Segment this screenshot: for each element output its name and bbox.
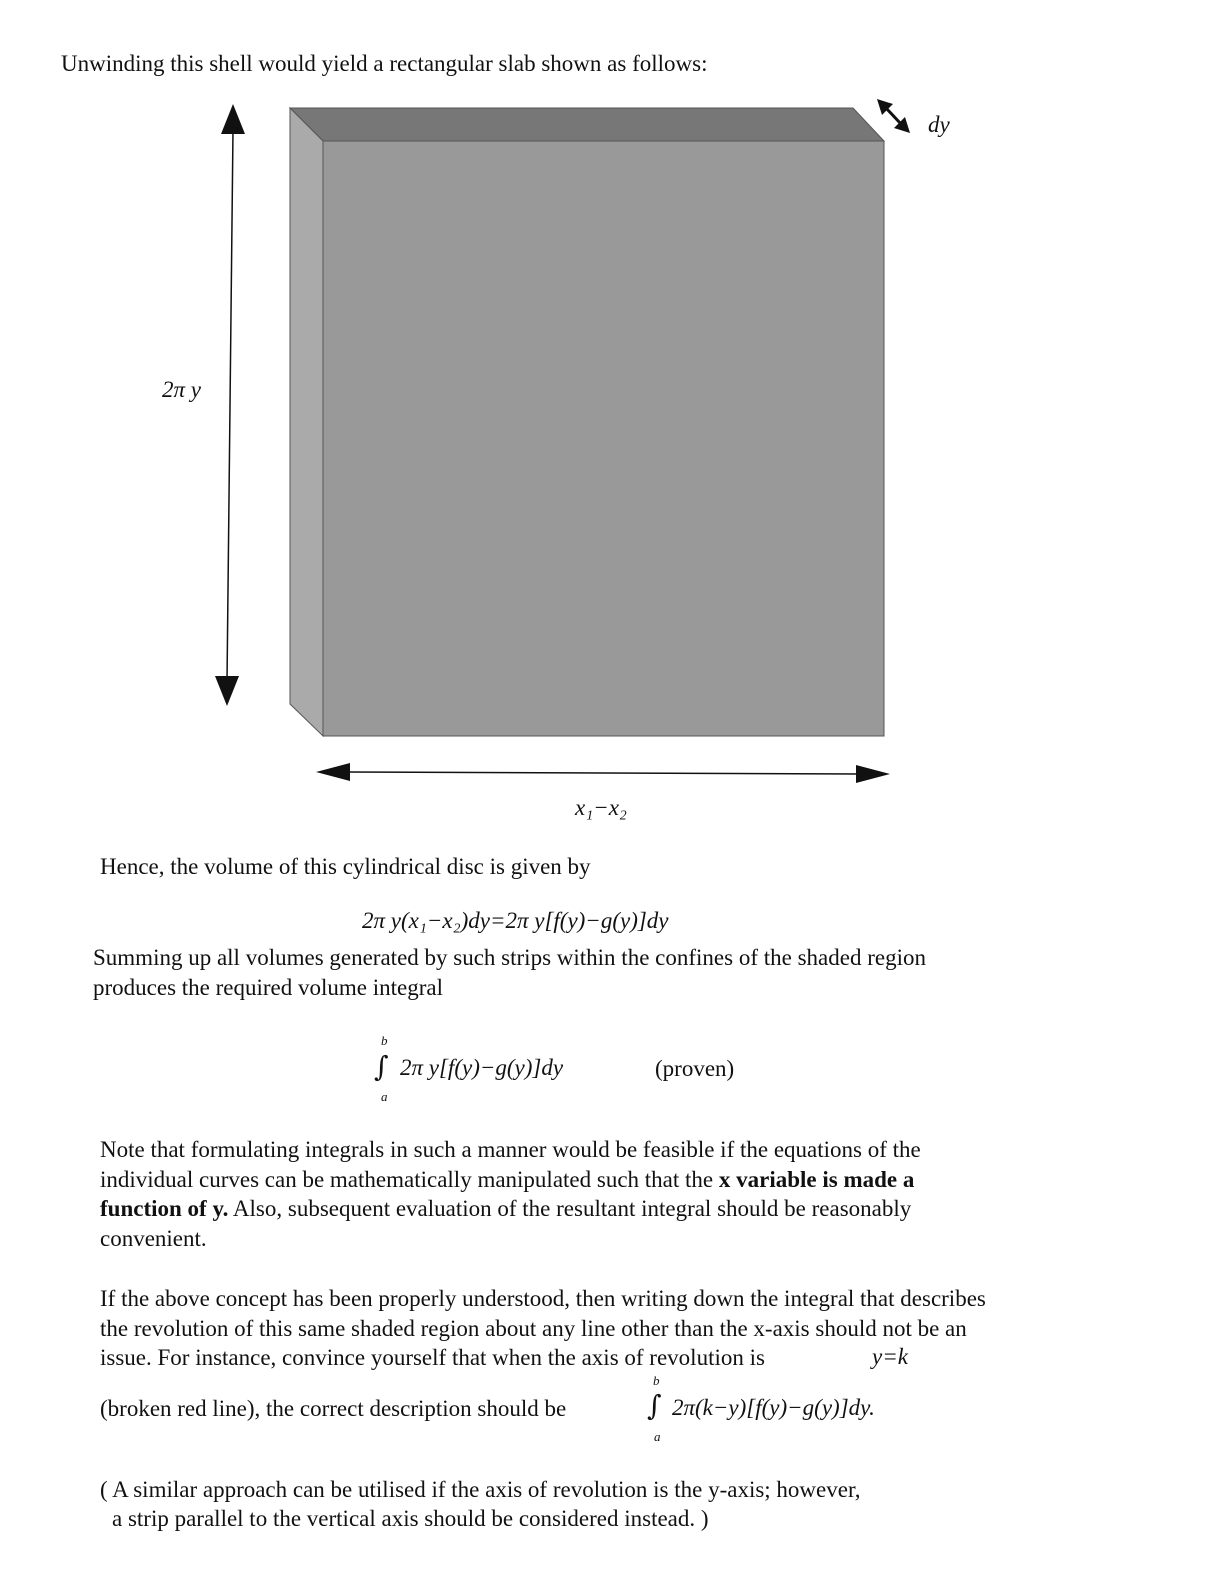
integral-integrand: 2π y[f(y)−g(y)]dy: [400, 1055, 564, 1080]
note-line4: convenient.: [100, 1226, 207, 1251]
concept-line3: issue. For instance, convince yourself that when the axis of revolution is: [100, 1345, 765, 1370]
concept-integrand: 2π(k−y)[f(y)−g(y)]dy.: [672, 1395, 875, 1420]
concept-line4: (broken red line), the correct description should be: [100, 1396, 567, 1421]
integral-sign: ∫: [374, 1050, 389, 1083]
note-line2: individual curves can be mathematically manipulated such that the x variable is made a: [100, 1167, 915, 1192]
concept-integral-sign: ∫: [647, 1389, 662, 1422]
note-line1: Note that formulating integrals in such a manner would be feasible if the equations of the: [100, 1137, 921, 1162]
integral-upper-limit: b: [381, 1033, 388, 1048]
concept-integral-lower-limit: a: [654, 1429, 661, 1444]
width-arrow: [316, 763, 890, 783]
depth-arrow: [877, 99, 910, 133]
volume-formula: 2π y(x₁−x₂)dy=2π y[f(y)−g(y)]dy: [362, 908, 669, 933]
integral-lower-limit: a: [381, 1089, 388, 1104]
similar-note-line1: ( A similar approach can be utilised if the axis of revolution is the y-axis; however,: [100, 1477, 861, 1502]
slab-side-face: [290, 108, 323, 736]
axis-formula: y=k: [872, 1344, 908, 1369]
height-arrow: [215, 104, 245, 706]
concept-integral-upper-limit: b: [653, 1373, 660, 1388]
concept-line1: If the above concept has been properly understood, then writing down the integral that describes: [100, 1286, 986, 1311]
intro-text: Unwinding this shell would yield a rectangular slab shown as follows:: [61, 51, 708, 76]
note-bold-x-variable: x variable is made a: [718, 1167, 915, 1192]
note-bold-function-of-y: function of y.: [100, 1196, 229, 1221]
proven-label: (proven): [655, 1056, 735, 1081]
hence-text: Hence, the volume of this cylindrical disc is given by: [100, 854, 591, 879]
note-line3: function of y. Also, subsequent evaluation of the resultant integral should be reasonably: [100, 1196, 912, 1221]
height-label: 2π y: [162, 377, 201, 402]
depth-label: dy: [928, 112, 950, 137]
slab-top-face: [290, 108, 884, 141]
summing-text-line1: Summing up all volumes generated by such strips within the confines of the shaded region: [93, 945, 926, 970]
slab-front-face: [323, 141, 884, 736]
summing-text-line2: produces the required volume integral: [93, 975, 443, 1000]
concept-line2: the revolution of this same shaded region about any line other than the x-axis should not be an: [100, 1316, 967, 1341]
similar-note-line2: a strip parallel to the vertical axis should be considered instead. ): [112, 1506, 709, 1531]
width-label: x₁−x₂: [575, 795, 627, 820]
